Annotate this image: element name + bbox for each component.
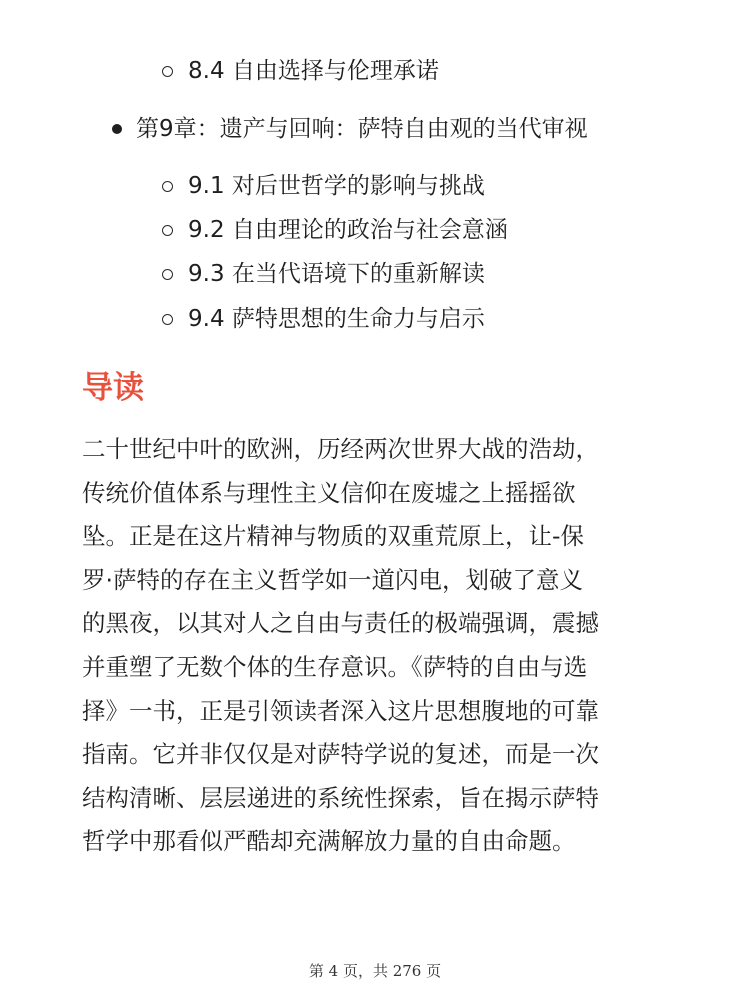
filled-circle-bullet-icon [112,124,122,134]
paragraph-line: 二十世纪中叶的欧洲，历经两次世界大战的浩劫， [82,435,599,463]
toc-item-9-2 [188,214,508,246]
toc-item-label: 9.4 萨特思想的生命力与启示 [188,306,485,332]
page-number-footer: 第 4 页，共 276 页 [308,962,442,980]
paragraph-line: 择》一书，正是引领读者深入这片思想腹地的可靠 [82,696,599,725]
hollow-circle-bullet-icon [162,66,173,77]
toc-item-8-4 [188,55,439,87]
hollow-circle-bullet-icon [162,314,173,325]
toc-item-label: 9.2 自由理论的政治与社会意涵 [188,217,508,243]
toc-item-9-1 [188,170,485,202]
section-heading: 导读 [82,370,144,406]
paragraph-line: 结构清晰、层层递进的系统性探索，旨在揭示萨特 [82,783,599,812]
hollow-circle-bullet-icon [162,269,173,280]
paragraph-line: 的黑夜，以其对人之自由与责任的极端强调，震撼 [82,609,599,638]
paragraph-line: 坠。正是在这片精神与物质的双重荒原上，让-保 [82,522,584,551]
paragraph-line: 罗·萨特的存在主义哲学如一道闪电，划破了意义 [82,565,583,594]
intro-paragraph [82,428,662,864]
paragraph-line: 并重塑了无数个体的生存意识。《萨特的自由与选 [82,652,588,681]
paragraph-line: 指南。它并非仅仅是对萨特学说的复述，而是一次 [82,740,599,769]
hollow-circle-bullet-icon [162,225,173,236]
paragraph-line: 哲学中那看似严酷却充满解放力量的自由命题。 [82,827,576,856]
toc-item-label: 第9章：遗产与回响：萨特自由观的当代审视 [136,116,588,142]
toc-item-label: 9.1 对后世哲学的影响与挑战 [188,173,485,199]
paragraph-line: 传统价值体系与理性主义信仰在废墟之上摇摇欲 [82,478,576,507]
toc-item-9-3 [188,258,485,290]
toc-item-label: 8.4 自由选择与伦理承诺 [188,58,439,84]
hollow-circle-bullet-icon [162,181,173,192]
toc-item-label: 9.3 在当代语境下的重新解读 [188,261,485,287]
toc-item-chapter-9 [136,113,588,145]
toc-item-9-4 [188,303,485,335]
